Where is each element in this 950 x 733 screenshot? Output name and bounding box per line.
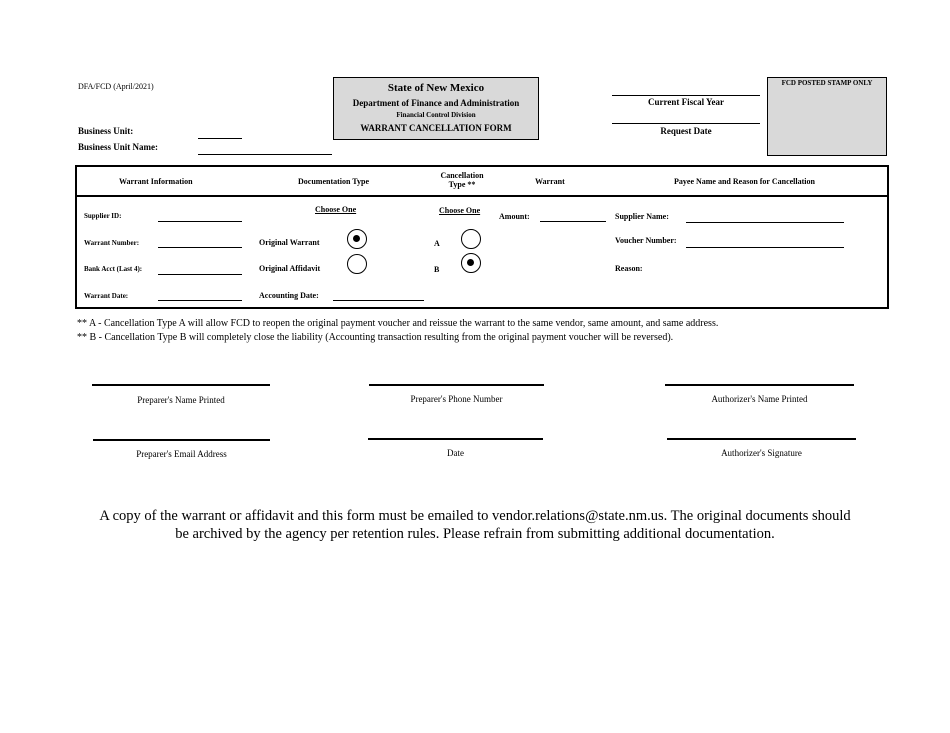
original-warrant-radio[interactable] — [347, 229, 367, 249]
option-a-label: A — [434, 239, 440, 248]
note-b: ** B - Cancellation Type B will completely close the liability (Accounting transaction resulting from the original payment voucher will be reversed). — [77, 332, 674, 343]
form-header-box — [333, 77, 539, 140]
business-unit-label: Business Unit: — [78, 126, 134, 136]
date-label: Date — [447, 448, 464, 458]
option-a-radio[interactable] — [461, 229, 481, 249]
date-line[interactable] — [368, 438, 543, 440]
fiscal-year-line[interactable] — [612, 95, 760, 96]
preparer-name-line[interactable] — [92, 384, 270, 386]
authorizer-signature-line[interactable] — [667, 438, 856, 440]
note-a: ** A - Cancellation Type A will allow FCD to reopen the original payment voucher and reissue the warrant to the same vendor, same amount, and same address. — [77, 318, 719, 329]
supplier-name-label: Supplier Name: — [615, 212, 669, 221]
accounting-date-label: Accounting Date: — [259, 291, 319, 300]
amount-label: Amount: — [499, 212, 530, 221]
supplier-id-label: Supplier ID: — [84, 212, 122, 220]
authorizer-name-line[interactable] — [665, 384, 854, 386]
warrant-date-label: Warrant Date: — [84, 292, 129, 300]
preparer-name-label: Preparer's Name Printed — [137, 395, 225, 405]
warrant-date-field[interactable] — [158, 300, 242, 301]
table-header-divider — [77, 195, 887, 197]
preparer-phone-label: Preparer's Phone Number — [410, 394, 503, 404]
choose-one-cancel: Choose One — [439, 206, 481, 215]
business-unit-name-field[interactable] — [198, 154, 332, 155]
voucher-number-field[interactable] — [686, 247, 844, 248]
authorizer-name-label: Authorizer's Name Printed — [711, 394, 808, 404]
amount-field[interactable] — [540, 221, 606, 222]
request-date-label: Request Date — [660, 126, 712, 136]
option-b-label: B — [434, 265, 440, 274]
department-title: Department of Finance and Administration — [352, 98, 520, 108]
col-warrant: Warrant — [535, 177, 565, 186]
footer-line-1: A copy of the warrant or affidavit and this form must be emailed to vendor.relations@state.nm.us. The original documents should — [99, 508, 851, 524]
col-cancellation-type — [422, 171, 502, 189]
supplier-id-field[interactable] — [158, 221, 242, 222]
request-date-line[interactable] — [612, 123, 760, 124]
form-code: DFA/FCD (April/2021) — [78, 82, 154, 91]
fiscal-year-label: Current Fiscal Year — [648, 97, 724, 107]
voucher-number-label: Voucher Number: — [615, 236, 677, 245]
warrant-number-label: Warrant Number: — [84, 239, 140, 247]
division-title: Financial Control Division — [396, 111, 476, 119]
col-cancellation-type-line1: Cancellation — [440, 171, 484, 180]
footer-instructions — [60, 507, 890, 543]
state-title: State of New Mexico — [387, 82, 485, 94]
col-cancellation-type-line2: Type ** — [448, 180, 476, 189]
original-affidavit-label: Original Affidavit — [259, 264, 321, 273]
accounting-date-field[interactable] — [333, 300, 424, 301]
supplier-name-field[interactable] — [686, 222, 844, 223]
reason-label: Reason: — [615, 264, 643, 273]
preparer-email-line[interactable] — [93, 439, 270, 441]
option-b-radio[interactable] — [461, 253, 481, 273]
original-warrant-label: Original Warrant — [259, 238, 320, 247]
preparer-email-label: Preparer's Email Address — [136, 449, 227, 459]
form-title: WARRANT CANCELLATION FORM — [360, 123, 512, 133]
col-documentation-type: Documentation Type — [298, 177, 370, 186]
stamp-label: FCD POSTED STAMP ONLY — [781, 79, 873, 87]
choose-one-doc: Choose One — [315, 205, 357, 214]
preparer-phone-line[interactable] — [369, 384, 544, 386]
business-unit-field[interactable] — [198, 138, 242, 139]
bank-acct-label: Bank Acct (Last 4): — [84, 265, 143, 273]
authorizer-signature-label: Authorizer's Signature — [721, 448, 802, 458]
footer-line-2: be archived by the agency per retention rules. Please refrain from submitting additional documentation. — [175, 526, 775, 542]
col-warrant-info: Warrant Information — [119, 177, 193, 186]
col-payee: Payee Name and Reason for Cancellation — [674, 177, 815, 186]
warrant-number-field[interactable] — [158, 247, 242, 248]
bank-acct-field[interactable] — [158, 274, 242, 275]
original-affidavit-radio[interactable] — [347, 254, 367, 274]
stamp-box — [767, 77, 887, 156]
warrant-table — [75, 165, 889, 309]
business-unit-name-label: Business Unit Name: — [78, 142, 159, 152]
